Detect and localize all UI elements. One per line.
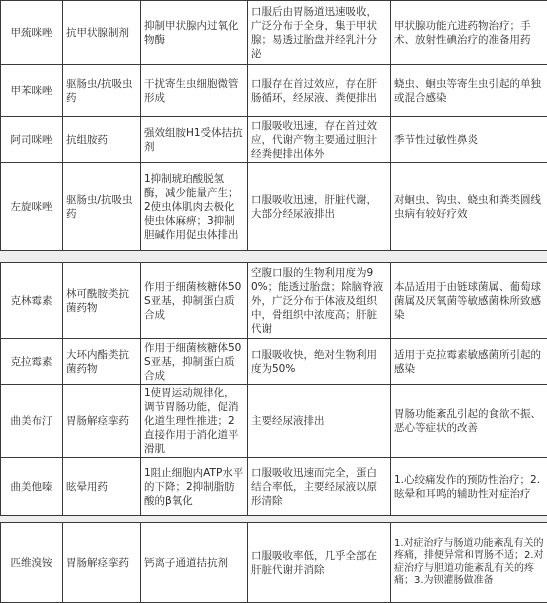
pharmacokinetics-cell: 口服后由胃肠道迅速吸收，广泛分布于全身，集于甲状腺；易透过胎盘并经乳汁分泌 — [248, 1, 391, 65]
category-cell: 胃肠解痉挛药 — [63, 523, 141, 603]
table-row — [1, 385, 547, 458]
drug-name-cell: 克拉霉素 — [1, 339, 63, 385]
drug-name-cell: 克林霉素 — [1, 263, 63, 339]
indication-cell: 1.心绞痛发作的预防性治疗；2.眩晕和耳鸣的辅助性对症治疗 — [391, 458, 547, 516]
pharmacokinetics-cell: 口服吸收迅速，存在首过效应，代谢产物主要通过胆汁经粪便排出体外 — [248, 117, 391, 163]
table-row — [1, 163, 547, 251]
pharmacokinetics-cell: 主要经尿液排出 — [248, 385, 391, 458]
category-cell: 驱肠虫/抗吸虫药 — [63, 163, 141, 251]
mechanism-cell: 作用于细菌核糖体50S亚基，抑制蛋白质合成 — [141, 339, 248, 385]
category-cell: 胃肠解痉挛药 — [63, 385, 141, 458]
table-row — [1, 523, 547, 603]
indication-cell: 1.对症治疗与肠道功能紊乱有关的疼痛，排便异常和胃肠不适；2.对症治疗与胆道功能紊乱有关的疼痛；3.为钡灌肠做准备 — [391, 523, 547, 603]
drug-name-cell: 曲美他嗪 — [1, 458, 63, 516]
pharmacokinetics-cell: 口服吸收迅速而完全，蛋白结合率低，主要经尿液以原形清除 — [248, 458, 391, 516]
mechanism-cell: 1阻止细胞内ATP水平的下降；2抑制脂肪酸的β氧化 — [141, 458, 248, 516]
drug-table-section-1 — [0, 0, 547, 251]
drug-table-section-3 — [0, 522, 547, 603]
drug-name-cell: 阿司咪唑 — [1, 117, 63, 163]
drug-name-cell: 甲巯咪唑 — [1, 1, 63, 65]
drug-name-cell: 左旋咪唑 — [1, 163, 63, 251]
table-row — [1, 263, 547, 339]
mechanism-cell: 作用于细菌核糖体50S亚基，抑制蛋白质合成 — [141, 263, 248, 339]
indication-cell: 甲状腺功能亢进药物治疗；手术、放射性碘治疗的准备用药 — [391, 1, 547, 65]
pharmacokinetics-cell: 口服吸收快，绝对生物利用度为50% — [248, 339, 391, 385]
drug-table-section-2 — [0, 262, 547, 516]
table-row — [1, 1, 547, 65]
pharmacokinetics-cell: 口服吸收率低，几乎全部在肝脏代谢并消除 — [248, 523, 391, 603]
indication-cell: 对蛔虫、钩虫、蛲虫和粪类圆线虫病有较好疗效 — [391, 163, 547, 251]
category-cell: 眩晕用药 — [63, 458, 141, 516]
drug-name-cell: 曲美布汀 — [1, 385, 63, 458]
mechanism-cell: 抑制甲状腺内过氧化物酶 — [141, 1, 248, 65]
table-row — [1, 65, 547, 117]
mechanism-cell: 1抑制琥珀酸脱氢酶，减少能量产生；2使虫体肌肉去极化使虫体麻痹；3抑制胆碱作用促虫体排出 — [141, 163, 248, 251]
indication-cell: 适用于克拉霉素敏感菌所引起的感染 — [391, 339, 547, 385]
category-cell: 驱肠虫/抗吸虫药 — [63, 65, 141, 117]
indication-cell: 季节性过敏性鼻炎 — [391, 117, 547, 163]
table-row — [1, 458, 547, 516]
category-cell: 大环内酯类抗菌药物 — [63, 339, 141, 385]
table-row — [1, 117, 547, 163]
mechanism-cell: 强效组胺H1受体拮抗剂 — [141, 117, 248, 163]
mechanism-cell: 干扰寄生虫细胞微管形成 — [141, 65, 248, 117]
drug-name-cell: 甲苯咪唑 — [1, 65, 63, 117]
table-row — [1, 339, 547, 385]
pharmacokinetics-cell: 口服吸收迅速，肝脏代谢，大部分经尿液排出 — [248, 163, 391, 251]
category-cell: 抗甲状腺制剂 — [63, 1, 141, 65]
category-cell: 林可酰胺类抗菌药物 — [63, 263, 141, 339]
pharmacokinetics-cell: 空腹口服的生物利用度为90%；能透过胎盘；除脑脊液外，广泛分布于体液及组织中，骨组织中浓度高；肝脏代谢 — [248, 263, 391, 339]
mechanism-cell: 钙离子通道拮抗剂 — [141, 523, 248, 603]
drug-name-cell: 匹维溴铵 — [1, 523, 63, 603]
pharmacokinetics-cell: 口服存在首过效应，存在肝肠循环，经尿液、粪便排出 — [248, 65, 391, 117]
category-cell: 抗组胺药 — [63, 117, 141, 163]
indication-cell: 本品适用于由链球菌属、葡萄球菌属及厌氧菌等敏感菌株所致感染 — [391, 263, 547, 339]
indication-cell: 胃肠功能紊乱引起的食欲不振、恶心等症状的改善 — [391, 385, 547, 458]
mechanism-cell: 1使胃运动规律化，调节胃肠功能，促消化道生理性推进；2直接作用于消化道平滑肌 — [141, 385, 248, 458]
section-gap — [0, 250, 547, 262]
indication-cell: 蛲虫、蛔虫等寄生虫引起的单独或混合感染 — [391, 65, 547, 117]
